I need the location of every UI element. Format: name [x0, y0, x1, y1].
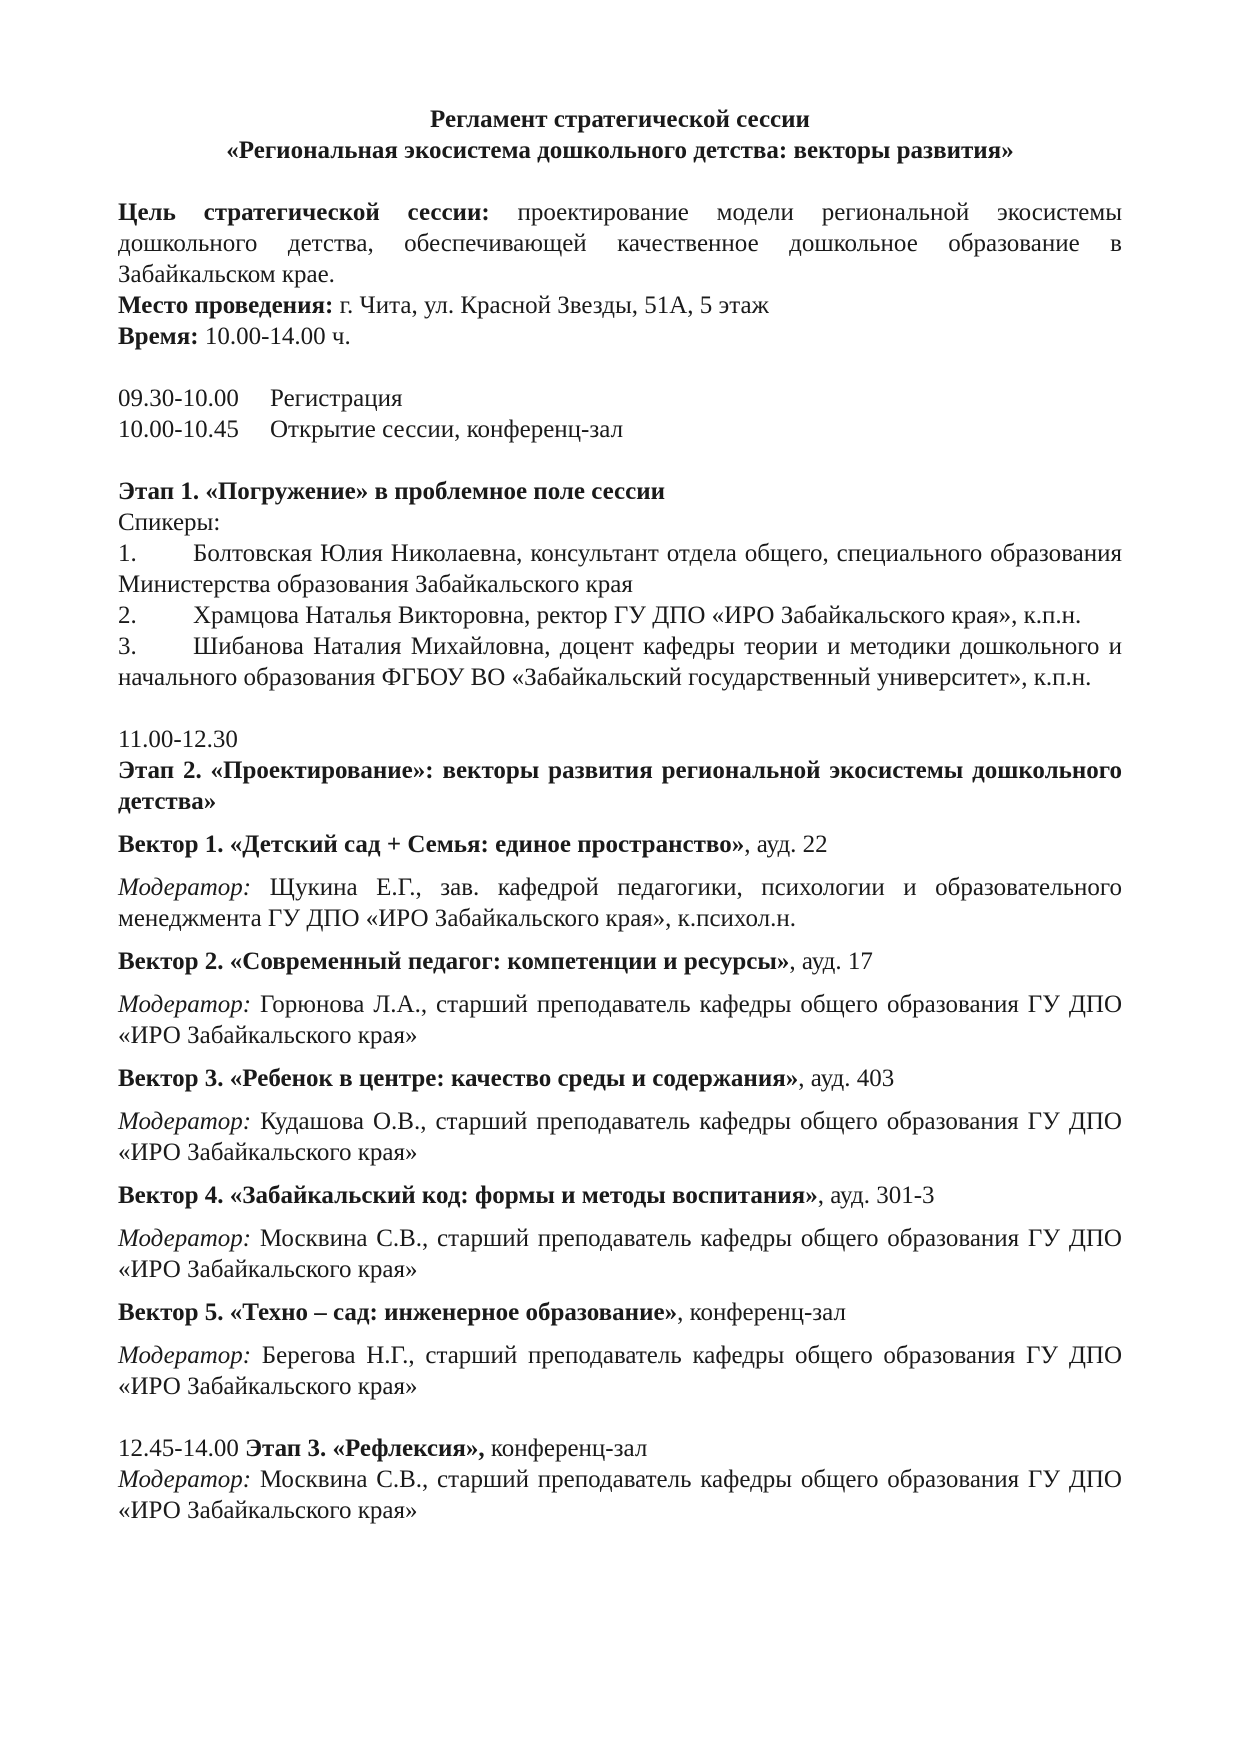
vector-moderator	[118, 1223, 1122, 1285]
stage-2-title: Этап 2. «Проектирование»: векторы развития региональной экосистемы дошкольного детства»	[118, 757, 1122, 815]
vector-title: Вектор 2. «Современный педагог: компетенции и ресурсы»	[118, 948, 790, 975]
place-text: г. Чита, ул. Красной Звезды, 51А, 5 этаж	[333, 292, 769, 319]
title-line-1: Регламент стратегической сессии	[430, 106, 810, 133]
goal-label: Цель стратегической сессии:	[118, 199, 490, 226]
place-label: Место проведения:	[118, 292, 334, 319]
stage-3-room: конференц-зал	[484, 1435, 648, 1462]
speaker-number: 2.	[118, 602, 137, 629]
time-label: Время:	[118, 323, 199, 350]
stage-1-title: Этап 1. «Погружение» в проблемное поле сессии	[118, 478, 666, 505]
vector-heading	[118, 1063, 1122, 1094]
speaker-item	[118, 631, 1122, 693]
vector-moderator	[118, 1340, 1122, 1402]
moderator-label: Модератор:	[118, 991, 252, 1018]
stage-3-heading	[118, 1433, 1122, 1464]
session-time	[118, 321, 1122, 352]
moderator-label: Модератор:	[118, 1342, 252, 1369]
moderator-text: Щукина Е.Г., зав. кафедрой педагогики, психологии и образовательного менеджмента ГУ ДПО «ИРО Забайкальского края», к.психол.н.	[118, 874, 1122, 932]
schedule-time: 10.00-10.45	[118, 416, 239, 443]
vector-heading	[118, 946, 1122, 977]
vector-room: , ауд. 403	[798, 1065, 895, 1092]
moderator-text: Москвина С.В., старший преподаватель кафедры общего образования ГУ ДПО «ИРО Забайкальского края»	[118, 1466, 1122, 1524]
vector-title: Вектор 4. «Забайкальский код: формы и методы воспитания»	[118, 1182, 818, 1209]
vector-heading	[118, 1297, 1122, 1328]
speaker-item	[118, 600, 1122, 631]
vector-title: Вектор 3. «Ребенок в центре: качество среды и содержания»	[118, 1065, 799, 1092]
vector-moderator	[118, 989, 1122, 1051]
document-page	[118, 104, 1122, 1526]
schedule-label: Открытие сессии, конференц-зал	[270, 416, 624, 443]
schedule-row	[118, 414, 1122, 445]
speaker-text: Болтовская Юлия Николаевна, консультант отдела общего, специального образования Министерства образования Забайкальского края	[118, 540, 1122, 598]
session-place	[118, 290, 1122, 321]
vector-title: Вектор 1. «Детский сад + Семья: единое пространство»	[118, 831, 745, 858]
moderator-text: Берегова Н.Г., старший преподаватель кафедры общего образования ГУ ДПО «ИРО Забайкальского края»	[118, 1342, 1122, 1400]
moderator-text: Москвина С.В., старший преподаватель кафедры общего образования ГУ ДПО «ИРО Забайкальского края»	[118, 1225, 1122, 1283]
stage-3-moderator	[118, 1464, 1122, 1526]
moderator-label: Модератор:	[118, 1108, 252, 1135]
moderator-label: Модератор:	[118, 874, 252, 901]
goal-text: проектирование модели региональной экосистемы дошкольного детства, обеспечивающей качественное дошкольное образование в Забайкальском крае.	[118, 199, 1122, 288]
speakers-label: Спикеры:	[118, 509, 221, 536]
stage-2-time: 11.00-12.30	[118, 726, 238, 753]
schedule-time: 09.30-10.00	[118, 385, 239, 412]
vector-room: , конференц-зал	[677, 1299, 846, 1326]
schedule-label: Регистрация	[270, 385, 403, 412]
speaker-number: 1.	[118, 540, 137, 567]
stage-3-time: 12.45-14.00	[118, 1435, 239, 1462]
moderator-label: Модератор:	[118, 1225, 252, 1252]
speaker-number: 3.	[118, 633, 137, 660]
vector-moderator	[118, 872, 1122, 934]
vector-title: Вектор 5. «Техно – сад: инженерное образование»	[118, 1299, 678, 1326]
vector-heading	[118, 1180, 1122, 1211]
title-line-2: «Региональная экосистема дошкольного детства: векторы развития»	[226, 137, 1014, 164]
time-text: 10.00-14.00 ч.	[198, 323, 351, 350]
vector-moderator	[118, 1106, 1122, 1168]
stage-3-title: Этап 3. «Рефлексия»,	[238, 1435, 485, 1462]
moderator-text: Горюнова Л.А., старший преподаватель кафедры общего образования ГУ ДПО «ИРО Забайкальского края»	[118, 991, 1122, 1049]
schedule-row	[118, 383, 1122, 414]
speaker-text: Шибанова Наталия Михайловна, доцент кафедры теории и методики дошкольного и начального образования ФГБОУ ВО «Забайкальский государственный университет», к.п.н.	[118, 633, 1122, 691]
vector-heading	[118, 829, 1122, 860]
vector-room: , ауд. 17	[789, 948, 873, 975]
session-goal	[118, 197, 1122, 290]
speaker-item	[118, 538, 1122, 600]
vector-room: , ауд. 22	[744, 831, 828, 858]
moderator-text: Кудашова О.В., старший преподаватель кафедры общего образования ГУ ДПО «ИРО Забайкальского края»	[118, 1108, 1122, 1166]
vector-room: , ауд. 301-3	[817, 1182, 935, 1209]
speaker-text: Храмцова Наталья Викторовна, ректор ГУ ДПО «ИРО Забайкальского края», к.п.н.	[193, 602, 1082, 629]
moderator-label: Модератор:	[118, 1466, 252, 1493]
